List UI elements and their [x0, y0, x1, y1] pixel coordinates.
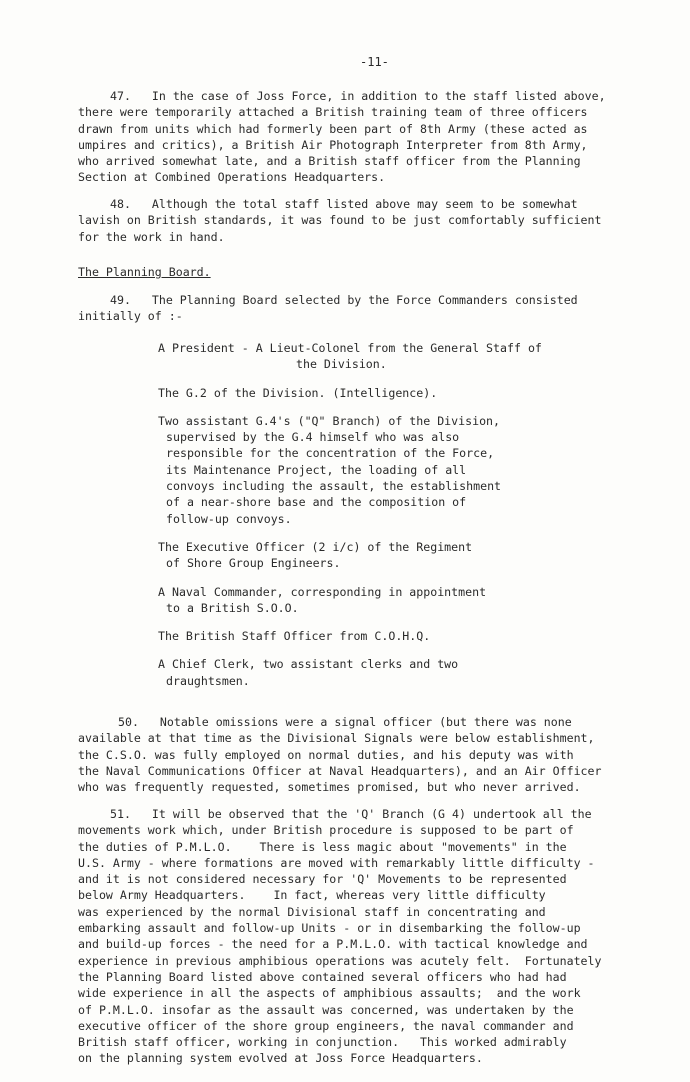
- board-members-list: [158, 340, 618, 689]
- paragraph-line: experience in previous amphibious operations was acutely felt. Fortunately: [78, 953, 602, 968]
- paragraph-line: wide experience in all the aspects of amphibious assaults; and the work: [78, 986, 581, 1001]
- list-item-line: draughtsmen.: [166, 673, 250, 688]
- list-item-line: A Naval Commander, corresponding in appointment: [158, 584, 487, 599]
- paragraph-line: the duties of P.M.L.O. There is less magic about "movements" in the: [78, 839, 567, 854]
- paragraph-line: the Naval Communications Officer at Naval Headquarters), and an Air Officer: [78, 763, 602, 778]
- list-item: [158, 656, 618, 689]
- list-item: [158, 385, 618, 401]
- paragraph-49: [78, 292, 668, 325]
- list-item-line: A Chief Clerk, two assistant clerks and two: [158, 657, 459, 672]
- list-item-line: the Division.: [296, 357, 387, 372]
- list-item-line: The Executive Officer (2 i/c) of the Regiment: [158, 539, 473, 554]
- list-item-line: The G.2 of the Division. (Intelligence).: [158, 385, 438, 400]
- list-item: [158, 413, 618, 527]
- list-item-line: follow-up convoys.: [166, 511, 292, 526]
- paragraph-50: [78, 714, 668, 795]
- paragraph-line: below Army Headquarters. In fact, whereas very little difficulty: [78, 888, 546, 903]
- paragraph-line: the C.S.O. was fully employed on normal duties, and his deputy was with: [78, 747, 574, 762]
- paragraph-line: executive officer of the shore group engineers, the naval commander and: [78, 1018, 574, 1033]
- list-item-line: The British Staff Officer from C.O.H.Q.: [158, 629, 431, 644]
- paragraph-51: [78, 806, 668, 1067]
- list-item-line: its Maintenance Project, the loading of all: [166, 462, 467, 477]
- list-item: [158, 340, 618, 373]
- list-item-line: of a near-shore base and the composition of: [166, 495, 467, 510]
- paragraph-line: on the planning system evolved at Joss Force Headquarters.: [78, 1051, 483, 1066]
- paragraph-line: U.S. Army - where formations are moved with remarkably little difficulty -: [78, 855, 595, 870]
- paragraph-48: [78, 196, 668, 245]
- list-item-line: of Shore Group Engineers.: [166, 556, 341, 571]
- paragraph-line: who arrived somewhat late, and a British staff officer from the Planning: [78, 154, 581, 169]
- paragraph-line: there were temporarily attached a British training team of three officers: [78, 105, 588, 120]
- paragraph-line: 50. Notable omissions were a signal officer (but there was none: [118, 715, 572, 729]
- list-item-line: Two assistant G.4's ("Q" Branch) of the Division,: [158, 413, 501, 428]
- list-item-line: responsible for the concentration of the Force,: [166, 446, 495, 461]
- section-heading: The Planning Board.: [78, 265, 211, 279]
- paragraph-line: embarking assault and follow-up Units - or in disembarking the follow-up: [78, 921, 581, 936]
- list-item-line: convoys including the assault, the establishment: [166, 479, 502, 494]
- list-item-line: A President - A Lieut-Colonel from the General Staff of: [158, 341, 542, 355]
- paragraph-line: who was frequently requested, sometimes promised, but who never arrived.: [78, 780, 581, 795]
- paragraph-line: and it is not considered necessary for 'Q' Movements to be represented: [78, 872, 567, 887]
- paragraph-line: 47. In the case of Joss Force, in addition to the staff listed above,: [110, 89, 606, 103]
- paragraph-47: [78, 88, 668, 186]
- paragraph-line: was experienced by the normal Divisional staff in concentrating and: [78, 904, 546, 919]
- paragraph-line: Section at Combined Operations Headquarters.: [78, 170, 386, 185]
- paragraph-line: of P.M.L.O. insofar as the assault was concerned, was undertaken by the: [78, 1002, 574, 1017]
- list-item: [158, 584, 618, 617]
- list-item-line: to a British S.O.O.: [166, 600, 299, 615]
- paragraph-line: 49. The Planning Board selected by the Force Commanders consisted: [110, 293, 578, 307]
- paragraph-line: British staff officer, working in conjunction. This worked admirably: [78, 1035, 567, 1050]
- list-item: [158, 628, 618, 644]
- paragraph-line: 48. Although the total staff listed above may seem to be somewhat: [110, 197, 578, 211]
- page-number: -11-: [360, 55, 389, 69]
- paragraph-line: available at that time as the Divisional Signals were below establishment,: [78, 731, 595, 746]
- paragraph-line: initially of :-: [78, 309, 183, 324]
- list-item-line: supervised by the G.4 himself who was also: [166, 430, 460, 445]
- paragraph-line: umpires and critics), a British Air Photograph Interpreter from 8th Army,: [78, 137, 588, 152]
- paragraph-line: movements work which, under British procedure is supposed to be part of: [78, 823, 574, 838]
- paragraph-line: for the work in hand.: [78, 229, 225, 244]
- paragraph-line: the Planning Board listed above contained several officers who had had: [78, 969, 567, 984]
- paragraph-line: and build-up forces - the need for a P.M.L.O. with tactical knowledge and: [78, 937, 588, 952]
- paragraph-line: drawn from units which had formerly been part of 8th Army (these acted as: [78, 121, 588, 136]
- paragraph-line: 51. It will be observed that the 'Q' Branch (G 4) undertook all the: [110, 807, 592, 821]
- paragraph-line: lavish on British standards, it was found to be just comfortably sufficient: [78, 213, 602, 228]
- list-item: [158, 539, 618, 572]
